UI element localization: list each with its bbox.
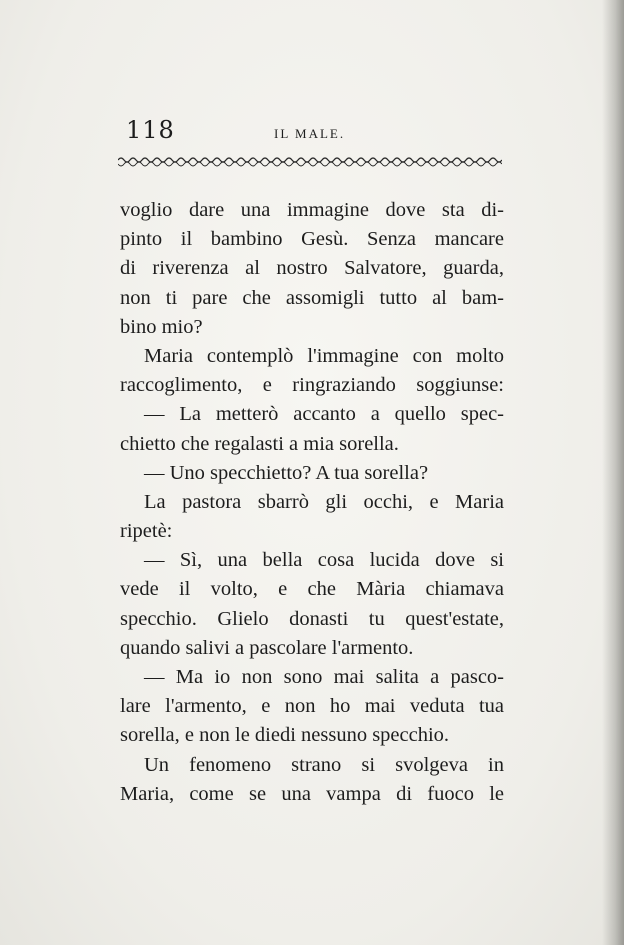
text-line: — La metterò accanto a quello spec- [144,403,504,426]
text-line: specchio. Glielo donasti tu quest'estate, [120,607,504,630]
running-title: IL MALE. [274,126,346,141]
page-number: 118 [126,116,175,144]
text-line: Un fenomeno strano si svolgeva in [144,753,504,776]
text-line: raccoglimento, e ringraziando soggiunse: [120,374,504,397]
text-line: Maria contemplò l'immagine con molto [144,344,504,367]
decorative-rule [118,155,502,169]
text-line: lare l'armento, e non ho mai veduta tua [120,695,504,718]
text-line: sorella, e non le diedi nessuno specchio. [120,724,450,747]
body-text [120,196,504,809]
text-line: pinto il bambino Gesù. Senza mancare [120,228,504,251]
text-line: vede il volto, e che Mària chiamava [120,578,504,601]
text-line: — Uno specchietto? A tua sorella? [144,461,429,484]
text-line: chietto che regalasti a mia sorella. [120,432,399,455]
page-edge-shadow [602,0,624,945]
text-line: ripetè: [120,520,173,543]
text-line: — Ma io non sono mai salita a pasco- [144,666,504,688]
text-line: Maria, come se una vampa di fuoco le [120,782,504,805]
text-line: — Sì, una bella cosa lucida dove si [144,549,504,572]
text-line: voglio dare una immagine dove sta di- [120,199,504,221]
text-line: bino mio? [120,315,203,338]
text-line: di riverenza al nostro Salvatore, guarda, [120,257,504,280]
text-line: non ti pare che assomigli tutto al bam- [120,286,504,309]
text-line: La pastora sbarrò gli occhi, e Maria [144,490,504,513]
text-line: quando salivi a pascolare l'armento. [120,636,414,659]
